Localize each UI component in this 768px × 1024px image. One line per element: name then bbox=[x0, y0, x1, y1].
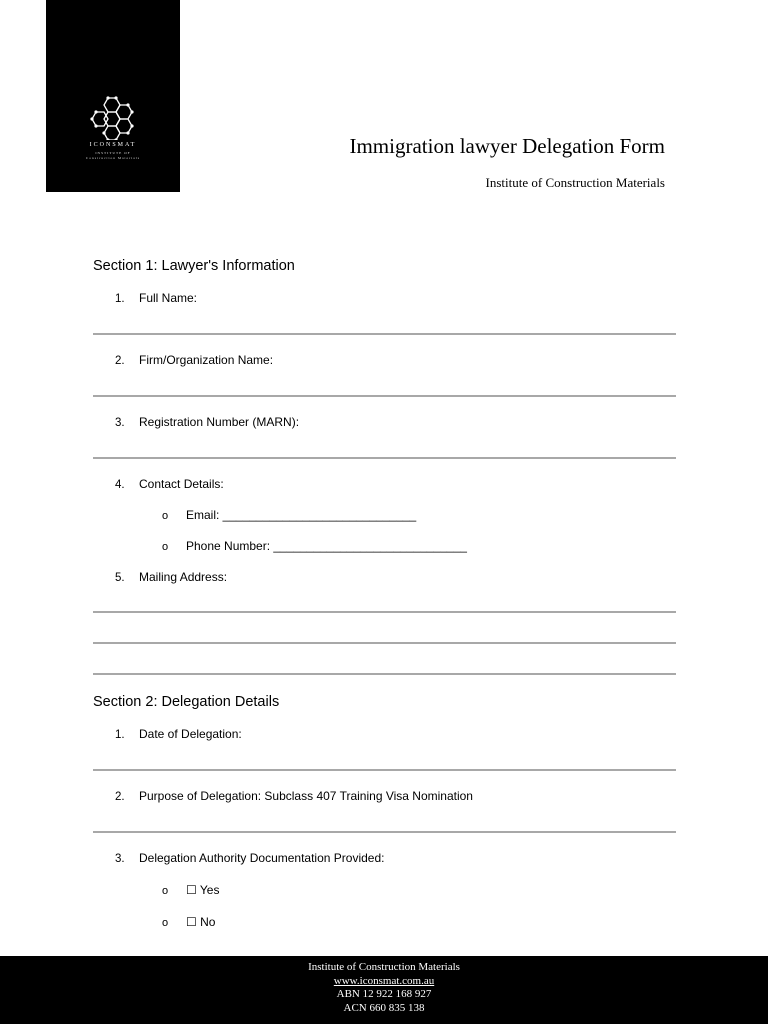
item-label: Full Name: bbox=[139, 291, 198, 305]
mailing-address-input-line-2[interactable] bbox=[93, 642, 676, 644]
item-number: 1. bbox=[115, 729, 125, 741]
email-field[interactable] bbox=[162, 508, 416, 522]
form-item-firm-name bbox=[115, 353, 273, 367]
mailing-address-input-line-3[interactable] bbox=[93, 673, 676, 675]
bullet: o bbox=[162, 510, 169, 522]
phone-label: Phone Number: _____________________________ bbox=[186, 539, 467, 553]
phone-field[interactable] bbox=[162, 539, 467, 553]
form-item-purpose bbox=[115, 789, 473, 803]
form-item-authority-documentation bbox=[115, 851, 384, 865]
checkbox-yes[interactable] bbox=[162, 883, 219, 897]
mailing-address-input-line-1[interactable] bbox=[93, 611, 676, 613]
form-item-date-of-delegation bbox=[115, 727, 242, 741]
checkbox-no[interactable] bbox=[162, 915, 215, 929]
logo-subline-1: INSTITUTE OF bbox=[95, 151, 131, 155]
item-label: Purpose of Delegation: Subclass 407 Training Visa Nomination bbox=[139, 789, 473, 803]
footer-acn: ACN 660 835 138 bbox=[343, 1001, 425, 1014]
logo-block bbox=[46, 0, 180, 192]
page-title: Immigration lawyer Delegation Form bbox=[349, 134, 665, 158]
bullet: o bbox=[162, 885, 169, 897]
footer-abn: ABN 12 922 168 927 bbox=[336, 988, 432, 1000]
form-item-contact-details bbox=[115, 477, 224, 491]
item-number: 2. bbox=[115, 355, 125, 367]
checkbox-no-label: ☐ No bbox=[186, 915, 216, 929]
form-item-registration-number bbox=[115, 415, 299, 429]
logo-name: ICONSMAT bbox=[89, 142, 137, 148]
item-label: Firm/Organization Name: bbox=[139, 353, 274, 367]
item-number: 2. bbox=[115, 791, 125, 803]
purpose-input-line[interactable] bbox=[93, 831, 676, 833]
email-label: Email: _____________________________ bbox=[186, 508, 417, 522]
item-label: Contact Details: bbox=[139, 477, 224, 491]
section-1-heading: Section 1: Lawyer's Information bbox=[93, 258, 295, 274]
item-label: Registration Number (MARN): bbox=[139, 415, 300, 429]
logo-subline-2: Construction Materials bbox=[85, 156, 141, 160]
item-label: Delegation Authority Documentation Provided: bbox=[139, 851, 385, 865]
item-number: 4. bbox=[115, 479, 125, 491]
form-item-full-name bbox=[115, 291, 197, 305]
page-subtitle: Institute of Construction Materials bbox=[485, 175, 665, 190]
checkbox-yes-label: ☐ Yes bbox=[186, 883, 220, 897]
bullet: o bbox=[162, 541, 169, 553]
footer-institute-name: Institute of Construction Materials bbox=[308, 961, 460, 973]
item-number: 3. bbox=[115, 417, 125, 429]
hexagon-logo-icon bbox=[88, 96, 140, 140]
bullet: o bbox=[162, 917, 169, 929]
footer-website-link[interactable]: www.iconsmat.com.au bbox=[333, 974, 435, 987]
item-number: 5. bbox=[115, 572, 125, 584]
item-number: 1. bbox=[115, 293, 125, 305]
form-item-mailing-address bbox=[115, 570, 227, 584]
item-label: Mailing Address: bbox=[139, 570, 228, 584]
footer bbox=[0, 956, 768, 1024]
section-2-heading: Section 2: Delegation Details bbox=[93, 694, 280, 710]
date-of-delegation-input-line[interactable] bbox=[93, 769, 676, 771]
firm-name-input-line[interactable] bbox=[93, 395, 676, 397]
item-number: 3. bbox=[115, 853, 125, 865]
item-label: Date of Delegation: bbox=[139, 727, 242, 741]
full-name-input-line[interactable] bbox=[93, 333, 676, 335]
registration-number-input-line[interactable] bbox=[93, 457, 676, 459]
